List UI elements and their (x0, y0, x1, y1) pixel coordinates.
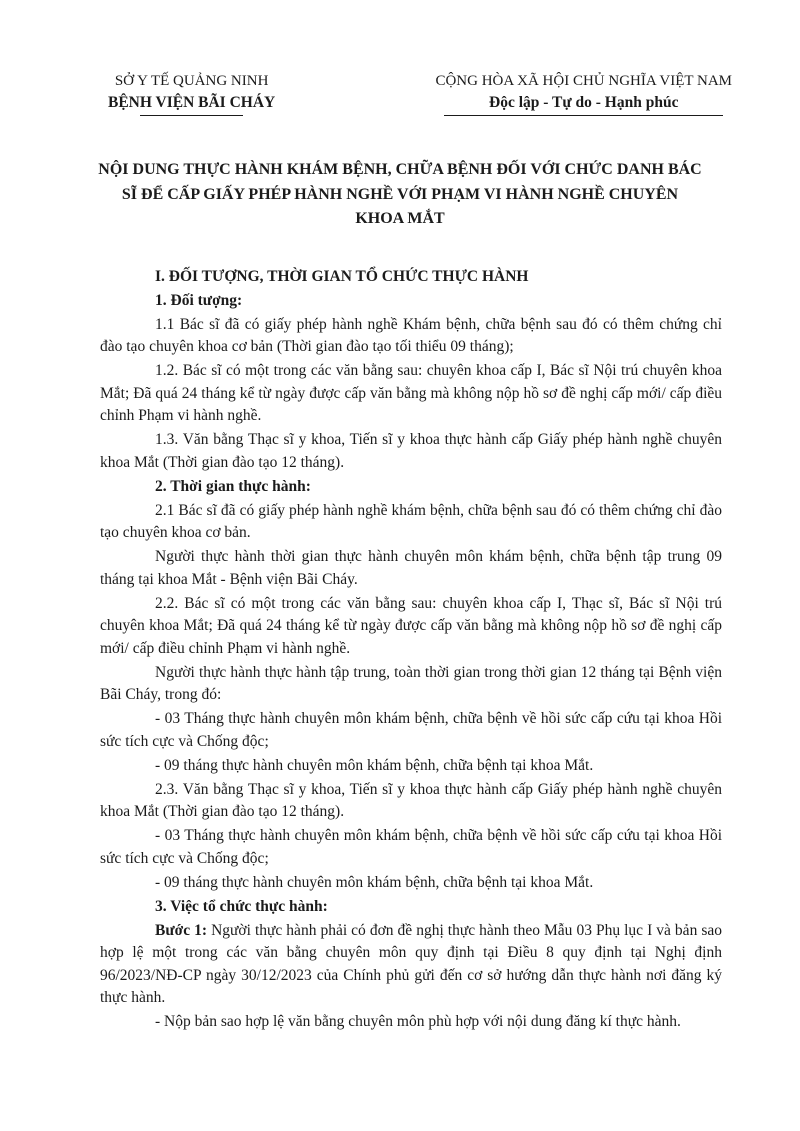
section-heading-1: I. ĐỐI TƯỢNG, THỜI GIAN TỔ CHỨC THỰC HÀNH (155, 267, 529, 285)
national-header-block (435, 70, 732, 116)
paragraph-2-1-note: Người thực hành thời gian thực hành chuyên môn khám bệnh, chữa bệnh tập trung 09 tháng tại khoa Mắt - Bệnh viện Bãi Cháy. (100, 548, 722, 588)
subsection-heading-3: 3. Việc tổ chức thực hành: (155, 897, 328, 915)
document-body (100, 266, 722, 1034)
bullet-submit-copy: - Nộp bản sao hợp lệ văn bằng chuyên môn phù hợp với nội dung đăng kí thực hành. (155, 1013, 681, 1030)
step-1-text: Người thực hành phải có đơn đề nghị thực hành theo Mẫu 03 Phụ lục I và bản sao hợp lệ một trong các văn bằng chuyên môn quy định tại Điều 8 quy định tại Nghị định 96/2023/NĐ-CP ngày 30/12/2023 của Chính phủ gửi đến cơ sở hướng dẫn thực hành nơi đăng ký thực hành. (100, 921, 723, 1006)
document-title: NỘI DUNG THỰC HÀNH KHÁM BỆNH, CHỮA BỆNH ĐỐI VỚI CHỨC DANH BÁC SĨ ĐỂ CẤP GIẤY PHÉP HÀNH NGHỀ VỚI PHẠM VI HÀNH NGHỀ CHUYÊN KHOA MẮT (98, 161, 702, 227)
bullet-9-months-a: - 09 tháng thực hành chuyên môn khám bệnh, chữa bệnh tại khoa Mắt. (155, 756, 594, 774)
bullet-3-months-a: - 03 Tháng thực hành chuyên môn khám bệnh, chữa bệnh về hồi sức cấp cứu tại khoa Hồi sức tích cực và Chống độc; (100, 710, 722, 750)
hospital-name: BỆNH VIỆN BÃI CHÁY (108, 92, 275, 116)
department-name: SỞ Y TẾ QUẢNG NINH (114, 73, 269, 89)
step-1-label: Bước 1: (155, 921, 208, 939)
country-title: CỘNG HÒA XÃ HỘI CHỦ NGHĨA VIỆT NAM (435, 73, 732, 89)
bullet-3-months-b: - 03 Tháng thực hành chuyên môn khám bệnh, chữa bệnh về hồi sức cấp cứu tại khoa Hồi sức tích cực và Chống độc; (100, 827, 722, 867)
document-header (0, 0, 800, 116)
paragraph-2-2-note: Người thực hành thực hành tập trung, toàn thời gian trong thời gian 12 tháng tại Bệnh viện Bãi Cháy, trong đó: (100, 663, 722, 703)
paragraph-2-2: 2.2. Bác sĩ có một trong các văn bằng sau: chuyên khoa cấp I, Thạc sĩ, Bác sĩ Nội trú chuyên khoa Mắt; Đã quá 24 tháng kể từ ngày được cấp văn bằng mà không nộp hồ sơ đề nghị cấp mới/ cấp điều chỉnh Phạm vi hành nghề. (100, 594, 722, 657)
subsection-heading-1: 1. Đối tượng: (155, 291, 243, 309)
bullet-9-months-b: - 09 tháng thực hành chuyên môn khám bệnh, chữa bệnh tại khoa Mắt. (155, 873, 594, 891)
paragraph-1-1: 1.1 Bác sĩ đã có giấy phép hành nghề Khám bệnh, chữa bệnh sau đó có thêm chứng chỉ đào tạo chuyên khoa cơ bản (Thời gian đào tạo tối thiểu 09 tháng); (100, 315, 722, 355)
paragraph-2-3: 2.3. Văn bằng Thạc sĩ y khoa, Tiến sĩ y khoa thực hành cấp Giấy phép hành nghề chuyên khoa Mắt (Thời gian đào tạo 12 tháng). (100, 780, 722, 820)
national-motto: Độc lập - Tự do - Hạnh phúc (435, 92, 732, 116)
paragraph-2-1: 2.1 Bác sĩ đã có giấy phép hành nghề khám bệnh, chữa bệnh sau đó có thêm chứng chỉ đào tạo chuyên khoa cơ bản. (100, 501, 722, 541)
paragraph-1-2: 1.2. Bác sĩ có một trong các văn bằng sau: chuyên khoa cấp I, Bác sĩ Nội trú chuyên khoa Mắt; Đã quá 24 tháng kể từ ngày được cấp văn bằng mà không nộp hồ sơ đề nghị cấp mới/ cấp điều chỉnh Phạm vi hành nghề. (100, 362, 722, 424)
subsection-heading-2: 2. Thời gian thực hành: (155, 477, 311, 495)
paragraph-step-1 (100, 920, 722, 1010)
paragraph-1-3: 1.3. Văn bằng Thạc sĩ y khoa, Tiến sĩ y khoa thực hành cấp Giấy phép hành nghề chuyên khoa Mắt (Thời gian đào tạo 12 tháng). (100, 431, 722, 471)
issuing-agency-block (108, 70, 275, 116)
